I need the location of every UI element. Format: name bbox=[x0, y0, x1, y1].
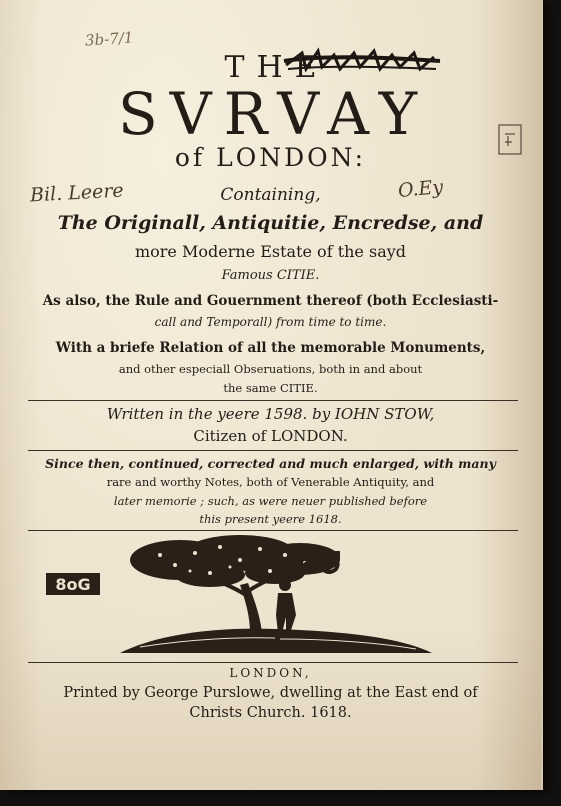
woodcut-tree-and-figure-image bbox=[100, 535, 450, 663]
title-of-london: of LONDON: bbox=[174, 143, 367, 172]
text-continued-1: Since then, continued, corrected and much enlarged, with many bbox=[45, 456, 496, 471]
stamp-text: 8oG bbox=[55, 575, 91, 594]
text-rule-government-1: As also, the Rule and Gouernment thereof (both Ecclesiasti- bbox=[42, 293, 499, 309]
text-rule-government-2: call and Temporall) from time to time. bbox=[154, 315, 387, 329]
text-continued-2: rare and worthy Notes, both of Venerable Antiquity, and bbox=[106, 475, 435, 489]
subtitle-containing: Containing, bbox=[220, 185, 321, 205]
text-relation-3: the same CITIE. bbox=[223, 381, 318, 395]
divider-rule bbox=[28, 400, 518, 401]
subtitle-modern: more Moderne Estate of the sayd bbox=[134, 242, 407, 261]
imprint-city: LONDON, bbox=[229, 666, 312, 680]
title-the: THE bbox=[224, 50, 329, 85]
text-continued-3: later memorie ; such, as were neuer published before bbox=[113, 494, 428, 508]
imprint-place-date: Christs Church. 1618. bbox=[189, 705, 352, 721]
imprint-printer: Printed by George Purslowe, dwelling at the East end of bbox=[63, 685, 478, 701]
handwritten-note-right: O.Ey bbox=[397, 176, 444, 202]
text-relation-2: and other especiall Obseruations, both in and about bbox=[118, 362, 423, 376]
library-stamp bbox=[45, 572, 101, 596]
title-survay: SVRVAY bbox=[118, 80, 429, 148]
subtitle-originall: The Originall, Antiquitie, Encredse, and bbox=[57, 212, 484, 234]
text-relation-1: With a briefe Relation of all the memorable Monuments, bbox=[55, 340, 486, 356]
handwritten-note-left: Bil. Leere bbox=[29, 179, 125, 207]
subtitle-famous-citie: Famous CITIE. bbox=[221, 268, 320, 283]
text-continued-4: this present yeere 1618. bbox=[199, 512, 342, 526]
divider-rule bbox=[28, 662, 518, 663]
text-written-by: Written in the yeere 1598. by IOHN STOW, bbox=[106, 405, 435, 423]
pencil-note-top-left: 3b-7/1 bbox=[84, 28, 134, 50]
divider-rule bbox=[28, 530, 518, 531]
text-citizen: Citizen of LONDON. bbox=[193, 427, 348, 445]
divider-rule bbox=[28, 450, 518, 451]
